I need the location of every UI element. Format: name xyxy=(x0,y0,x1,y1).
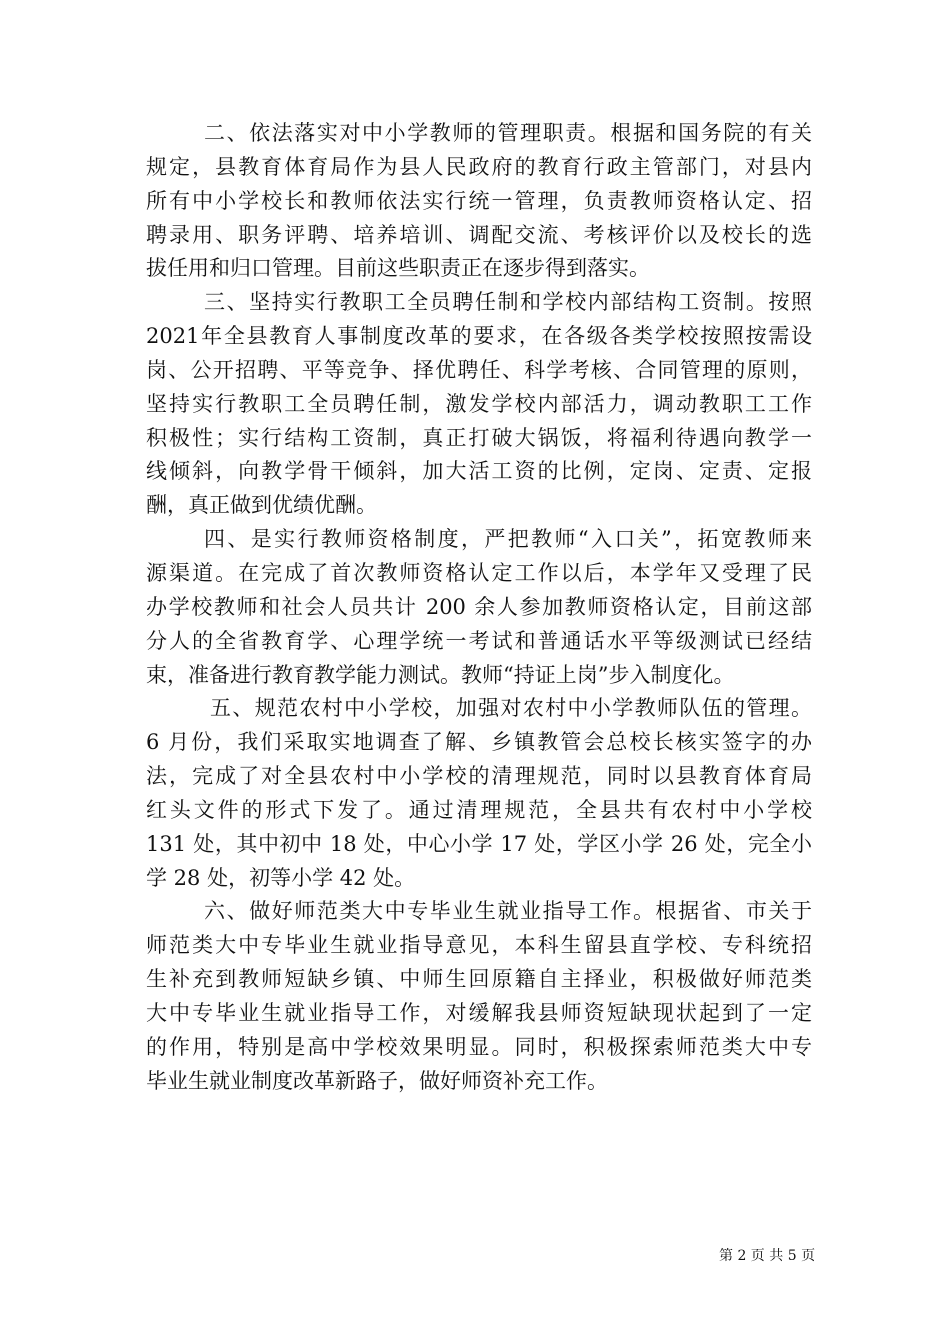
paragraph-line: 三、坚持实行教职工全员聘任制和学校内部结构工资制。按照 xyxy=(204,290,812,315)
paragraph-line: 酬，真正做到优绩优酬。 xyxy=(146,493,377,518)
paragraph-line: 束，准备进行教育教学能力测试。教师“持证上岗”步入制度化。 xyxy=(146,662,735,687)
paragraph-line: 拔任用和归口管理。目前这些职责正在逐步得到落实。 xyxy=(146,256,650,281)
paragraph-line: 源渠道。在完成了首次教师资格认定工作以后，本学年又受理了民 xyxy=(146,560,812,585)
paragraph-line: 坚持实行教职工全员聘任制，激发学校内部活力，调动教职工工作 xyxy=(146,391,812,416)
paragraph-line: 所有中小学校长和教师依法实行统一管理，负责教师资格认定、招 xyxy=(146,188,812,213)
paragraph-line: 积极性；实行结构工资制，真正打破大锅饭，将福利待遇向教学一 xyxy=(146,425,812,450)
paragraph-line: 毕业生就业制度改革新路子，做好师资补充工作。 xyxy=(146,1068,608,1093)
paragraph-line: 六、做好师范类大中专毕业生就业指导工作。根据省、市关于 xyxy=(204,899,812,924)
paragraph-line: 聘录用、职务评聘、培养培训、调配交流、考核评价以及校长的选 xyxy=(146,222,812,247)
paragraph-line: 131 处，其中初中 18 处，中心小学 17 处，学区小学 26 处，完全小 xyxy=(146,831,812,856)
paragraph-line: 办学校教师和社会人员共计 200 余人参加教师资格认定，目前这部 xyxy=(146,594,812,619)
paragraph-line: 的作用，特别是高中学校效果明显。同时，积极探索师范类大中专 xyxy=(146,1034,812,1059)
paragraph-line: 红头文件的形式下发了。通过清理规范，全县共有农村中小学校 xyxy=(146,797,812,822)
paragraph-line: 岗、公开招聘、平等竞争、择优聘任、科学考核、合同管理的原则， xyxy=(146,357,812,382)
paragraph-line: 生补充到教师短缺乡镇、中师生回原籍自主择业，积极做好师范类 xyxy=(146,967,812,992)
paragraph-line: 分人的全省教育学、心理学统一考试和普通话水平等级测试已经结 xyxy=(146,628,812,653)
paragraph-line: 大中专毕业生就业指导工作，对缓解我县师资短缺现状起到了一定 xyxy=(146,1000,812,1025)
paragraph-2 xyxy=(146,117,812,286)
paragraph-line: 师范类大中专毕业生就业指导意见，本科生留县直学校、专科统招 xyxy=(146,933,812,958)
document-body xyxy=(146,117,812,1098)
paragraph-line: 四、是实行教师资格制度，严把教师“入口关”，拓宽教师来 xyxy=(204,527,812,552)
paragraph-line: 法，完成了对全县农村中小学校的清理规范，同时以县教育体育局 xyxy=(146,764,812,789)
paragraph-line: 2021年全县教育人事制度改革的要求，在各级各类学校按照按需设 xyxy=(146,324,812,349)
paragraph-4 xyxy=(146,523,812,692)
paragraph-line: 6 月份，我们采取实地调查了解、乡镇教管会总校长核实签字的办 xyxy=(146,730,812,755)
paragraph-line: 线倾斜，向教学骨干倾斜，加大活工资的比例，定岗、定责、定报 xyxy=(146,459,812,484)
paragraph-line: 二、依法落实对中小学教师的管理职责。根据和国务院的有关 xyxy=(204,121,812,145)
paragraph-6 xyxy=(146,895,812,1098)
paragraph-line: 规定，县教育体育局作为县人民政府的教育行政主管部门，对县内 xyxy=(146,154,812,179)
paragraph-5 xyxy=(146,692,812,895)
paragraph-line: 学 28 处，初等小学 42 处。 xyxy=(146,865,416,890)
paragraph-3 xyxy=(146,286,812,523)
paragraph-line: 五、规范农村中小学校，加强对农村中小学教师队伍的管理。 xyxy=(210,696,812,721)
page-number: 第 2 页 共 5 页 xyxy=(719,1248,816,1264)
